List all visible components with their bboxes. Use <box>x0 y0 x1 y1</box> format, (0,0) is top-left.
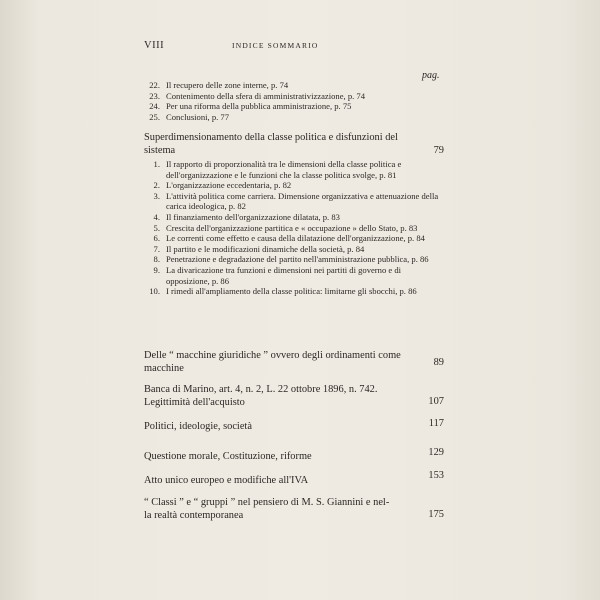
toc-entry: Politici, ideologie, società <box>144 421 252 432</box>
list-item: 23. Contenimento della sfera di amministrativizzazione, p. 74 <box>149 90 366 101</box>
page-header <box>144 40 456 56</box>
page-folio: VIII <box>144 40 165 51</box>
list-item: 4. Il finanziamento dell'organizzazione dilatata, p. 83 <box>153 211 340 222</box>
list-item: 7. Il partito e le modificazioni dinamiche della società, p. 84 <box>153 243 365 254</box>
list-item: 10. I rimedi all'ampliamento della classe politica: limitarne gli sbocchi, p. 86 <box>149 286 417 297</box>
toc-entry-page: 107 <box>428 396 444 407</box>
list-item: 24. Per una riforma della pubblica amministrazione, p. 75 <box>149 101 352 112</box>
top-subitems <box>144 80 444 122</box>
toc-entry: “ Classi ” e “ gruppi ” nel pensiero di M. S. Giannini e nel- la realtà contemporanea <box>144 497 390 521</box>
toc-entry-page: 117 <box>428 418 444 429</box>
toc-chapter-page: 79 <box>433 145 444 156</box>
pag-label: pag. <box>422 70 440 81</box>
toc-entry-page: 175 <box>428 509 444 520</box>
list-item: 3. L'attività politica come carriera. Dimensione organizzativa e attenuazione della carica ideologica, p. 82 <box>153 190 439 212</box>
list-item: 22. Il recupero delle zone interne, p. 74 <box>149 80 289 90</box>
toc-entry-page: 129 <box>428 447 444 458</box>
toc-entry: Delle “ macchine giuridiche ” ovvero degli ordinamenti come macchine <box>144 350 401 374</box>
list-item: 2. L'organizzazione eccedentaria, p. 82 <box>153 180 292 191</box>
chapter-subitems <box>144 159 444 297</box>
toc-entry-page: 89 <box>433 357 444 368</box>
toc-chapter-title: Superdimensionamento della classe politica e disfunzioni del sistema <box>144 132 398 156</box>
toc-entry-page: 153 <box>428 470 444 481</box>
toc-entry: Banca di Marino, art. 4, n. 2, L. 22 ottobre 1896, n. 742. Legittimità dell'acquisto <box>144 384 378 408</box>
list-item: 25. Conclusioni, p. 77 <box>149 111 230 122</box>
list-item: 8. Penetrazione e degradazione del partito nell'amministrazione pubblica, p. 86 <box>153 254 429 265</box>
list-item: 1. Il rapporto di proporzionalità tra le dimensioni della classe politica e dell'organizzazione e le funzioni che la classe politica svolge, p. 81 <box>153 159 402 180</box>
list-item: 6. Le correnti come effetto e causa della dilatazione dell'organizzazione, p. 84 <box>153 233 425 244</box>
running-title: INDICE SOMMARIO <box>232 41 319 50</box>
toc-entry: Questione morale, Costituzione, riforme <box>144 451 312 462</box>
list-item: 9. La divaricazione tra funzioni e dimensioni nei partiti di governo e di opposizione, p. 86 <box>153 264 402 286</box>
toc-entry: Atto unico europeo e modifiche all'IVA <box>144 475 309 486</box>
list-item: 5. Crescita dell'organizzazione partitica e « occupazione » dello Stato, p. 83 <box>153 222 418 233</box>
